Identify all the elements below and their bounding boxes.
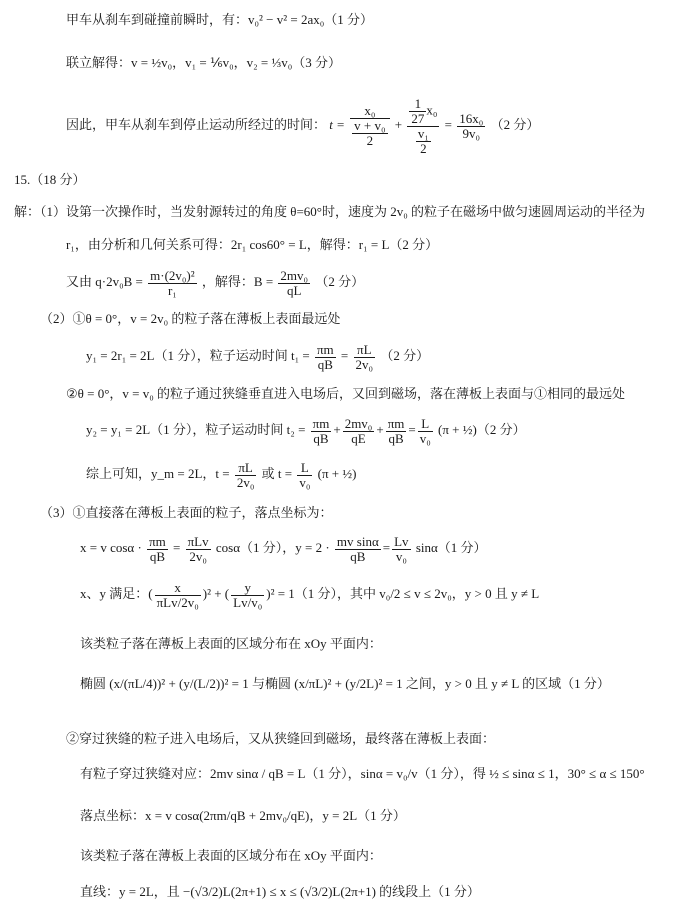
solution-part3-slit-intro: ②穿过狭缝的粒子进入电场后，又从狭缝回到磁场，最终落在薄板上表面： xyxy=(66,731,496,746)
fraction-numerator: y xyxy=(231,581,264,596)
fraction xyxy=(335,535,381,564)
equals-sign: = xyxy=(173,540,181,555)
fraction-numerator: x xyxy=(155,581,201,596)
fraction xyxy=(311,417,332,446)
fraction xyxy=(315,343,336,372)
solution-part3-line1: （3）①直接落在薄板上表面的粒子，落点坐标为： xyxy=(40,505,333,520)
fraction-denominator: 2v₀ xyxy=(189,548,207,564)
score: （2 分） xyxy=(490,117,540,132)
question-number: 15.（18 分） xyxy=(14,172,86,187)
score: （2 分） xyxy=(315,274,365,289)
nested-fraction xyxy=(409,97,426,126)
fraction-denominator: qB xyxy=(350,548,366,564)
fraction xyxy=(186,535,211,564)
solution-part3-slit-coordinates: 落点坐标：x = v cosα(2πm/qB + 2mv₀/qE)，y = 2L（1 分） xyxy=(80,808,406,823)
line-solved-velocities: 联立解得：v = ½v₀，v₁ = ⅙v₀，v₂ = ⅓v₀（3 分） xyxy=(66,55,342,70)
fraction-denominator: Lv/v₀ xyxy=(233,594,263,610)
fraction xyxy=(392,535,410,564)
solution-part2-line3: ②θ = 0°，v = v₀ 的粒子通过狭缝垂直进入电场后，又回到磁场，落在薄板上表面与①相同的最远处 xyxy=(66,386,626,401)
solution-part1-line1: 解：（1）设第一次操作时，当发射源转过的角度 θ=60°时，速度为 2v₀ 的粒子在磁场中做匀速圆周运动的半径为 xyxy=(14,204,646,219)
fraction-denominator: r₁ xyxy=(167,282,177,298)
numerator-x: x₀ xyxy=(426,102,438,117)
fraction xyxy=(386,417,407,446)
equation-middle: ，解得：B = xyxy=(201,274,274,289)
equation-prefix: x、y 满足：( xyxy=(80,586,153,601)
stop-time-text: 因此，甲车从刹车到停止运动所经过的时间： xyxy=(66,117,327,132)
fraction-denominator: v₀ xyxy=(299,474,311,490)
nested-denominator: 27 xyxy=(411,110,425,126)
line-stop-time xyxy=(66,96,539,156)
fraction-numerator: L xyxy=(418,417,433,432)
stop-time-fraction-1 xyxy=(350,104,389,148)
line-collision-equation: 甲车从刹车到碰撞前瞬时，有：v₀² − v² = 2ax₀（1 分） xyxy=(66,12,374,27)
fraction-denominator: qB xyxy=(313,430,329,446)
fraction-numerator: πL xyxy=(235,461,257,476)
fraction xyxy=(354,343,376,372)
solution-part3-slit-region-intro: 该类粒子落在薄板上表面的区域分布在 xOy 平面内： xyxy=(80,848,382,863)
fraction-numerator: mv sinα xyxy=(336,533,379,549)
plus-sign: + xyxy=(394,117,403,132)
fraction-numerator: 16x₀ xyxy=(459,110,484,126)
equation-prefix: x = v cosα · xyxy=(80,540,142,555)
solution-part2-line4: y₂ = y₁ = 2L（1 分），粒子运动时间 t₂ = $\frac{\pi m}{qB}$ + $\frac{\text{2mv₀}}{qE}$ + $\frac{\pi m}{qB}$ = $\frac{L}{\text{v₀}}$ (π + ½)（2 分） xyxy=(86,415,526,446)
nested-denominator: 2 xyxy=(366,133,374,149)
fraction-denominator: qB xyxy=(388,430,404,446)
solution-part3-ellipse-region: 椭圆 (x/(πL/4))² + (y/(L/2))² = 1 与椭圆 (x/πL)² + (y/2L)² = 1 之间，y > 0 且 y ≠ L 的区域（1 分） xyxy=(80,676,610,691)
fraction-numerator: L xyxy=(297,461,312,476)
fraction-numerator: 2mv₀ xyxy=(280,267,309,283)
nested-numerator: v₁ xyxy=(417,125,429,141)
fraction xyxy=(343,417,375,446)
nested-denominator: 2 xyxy=(420,140,427,156)
solution-part1-line3 xyxy=(66,264,364,300)
solution-part3-line-segment: 直线：y = 2L，且 −(√3/2)L(2π+1) ≤ x ≤ (√3/2)L(2π+1) 的线段上（1 分） xyxy=(80,884,480,899)
equation-or: 或 t = xyxy=(261,466,293,481)
fraction-denominator: 2v₀ xyxy=(355,356,374,372)
fraction-numerator: πm xyxy=(387,415,405,431)
fraction-denominator: 9v₀ xyxy=(462,125,481,141)
equation-prefix: y₁ = 2r₁ = 2L（1 分），粒子运动时间 t₁ = xyxy=(86,348,310,363)
fraction-numerator: πm xyxy=(149,533,166,549)
solution-part2-line1: （2）①θ = 0°，v = 2v₀ 的粒子落在薄板上表面最远处 xyxy=(40,311,341,326)
equation-middle: cosα（1 分），y = 2 · xyxy=(215,540,330,555)
equation-tail: )² = 1（1 分），其中 v₀/2 ≤ v ≤ 2v₀，y > 0 且 y ≠ L xyxy=(266,586,540,601)
fraction-numerator: πm xyxy=(316,341,334,357)
fraction-numerator xyxy=(407,97,439,127)
fraction-numerator: πm xyxy=(312,415,330,431)
equation-tail: (π + ½) xyxy=(317,466,357,481)
fraction-denominator: qE xyxy=(351,430,366,446)
nested-fraction xyxy=(416,127,431,156)
fraction xyxy=(147,535,168,564)
fraction-denominator: 2v₀ xyxy=(236,474,255,490)
fraction-numerator: m·(2v₀)² xyxy=(150,267,195,283)
nested-numerator: 1 xyxy=(409,97,426,112)
fraction-numerator: πL xyxy=(354,343,376,358)
fraction-denominator xyxy=(350,119,389,148)
fraction-denominator: qB xyxy=(317,356,333,372)
fraction xyxy=(278,269,310,298)
fraction-denominator: v₀ xyxy=(419,430,431,446)
nested-fraction xyxy=(352,119,387,148)
equals-sign: = xyxy=(444,117,453,132)
fraction-denominator: qB xyxy=(149,548,165,564)
solution-part3-slit-condition: 有粒子穿过狭缝对应：2mv sinα / qB = L（1 分），sinα = v₀/v（1 分），得 ½ ≤ sinα ≤ 1，30° ≤ α ≤ 150° xyxy=(80,766,645,781)
fraction xyxy=(418,417,433,446)
equation-prefix: 又由 q·2v₀B = xyxy=(66,274,143,289)
equation-prefix: 综上可知，y_m = 2L，t = xyxy=(86,466,230,481)
solution-part2-line2 xyxy=(86,338,429,374)
stop-time-fraction-3 xyxy=(457,112,485,141)
fraction xyxy=(231,581,264,610)
nested-numerator: v + v₀ xyxy=(354,118,386,134)
solution-part3-region-intro: 该类粒子落在薄板上表面的区域分布在 xOy 平面内： xyxy=(80,636,382,651)
solution-part3-ellipse-condition xyxy=(80,574,539,614)
score: （2 分） xyxy=(380,348,430,363)
equation-prefix: y₂ = y₁ = 2L（1 分），粒子运动时间 t₂ = xyxy=(86,422,306,437)
equation-tail: sinα（1 分） xyxy=(415,540,487,555)
fraction-numerator: x₀ xyxy=(350,104,389,119)
fraction-denominator: qL xyxy=(287,282,302,298)
stop-time-t: t = xyxy=(329,117,345,132)
stop-time-fraction-2 xyxy=(407,97,439,156)
fraction xyxy=(155,581,201,610)
fraction xyxy=(297,461,312,490)
fraction-numerator: 2mv₀ xyxy=(344,415,373,431)
equation-middle: )² + ( xyxy=(202,586,230,601)
solution-part3-coordinates: x = v cosα · $\frac{\pi m}{qB}$ = $\frac{\text{πLv}}{\text{2v₀}}$ cosα（1 分），y = 2 · $\frac{\text{mv sinα}}{qB}$ = $\frac{Lv}{\text{v₀}}$ sinα（1 分） xyxy=(80,533,487,564)
fraction-numerator: Lv xyxy=(394,533,409,549)
solution-part2-summary xyxy=(86,456,356,492)
fraction-denominator xyxy=(407,127,439,156)
equals-sign: = xyxy=(340,348,349,363)
fraction-denominator: πLv/2v₀ xyxy=(156,594,199,610)
fraction xyxy=(235,461,257,490)
fraction-numerator: πLv xyxy=(187,533,209,549)
fraction xyxy=(148,269,197,298)
fraction-denominator: v₀ xyxy=(395,548,407,564)
equation-tail: (π + ½)（2 分） xyxy=(438,422,526,437)
solution-part1-line2: r₁，由分析和几何关系可得：2r₁ cos60° = L，解得：r₁ = L（2 分） xyxy=(66,237,439,252)
